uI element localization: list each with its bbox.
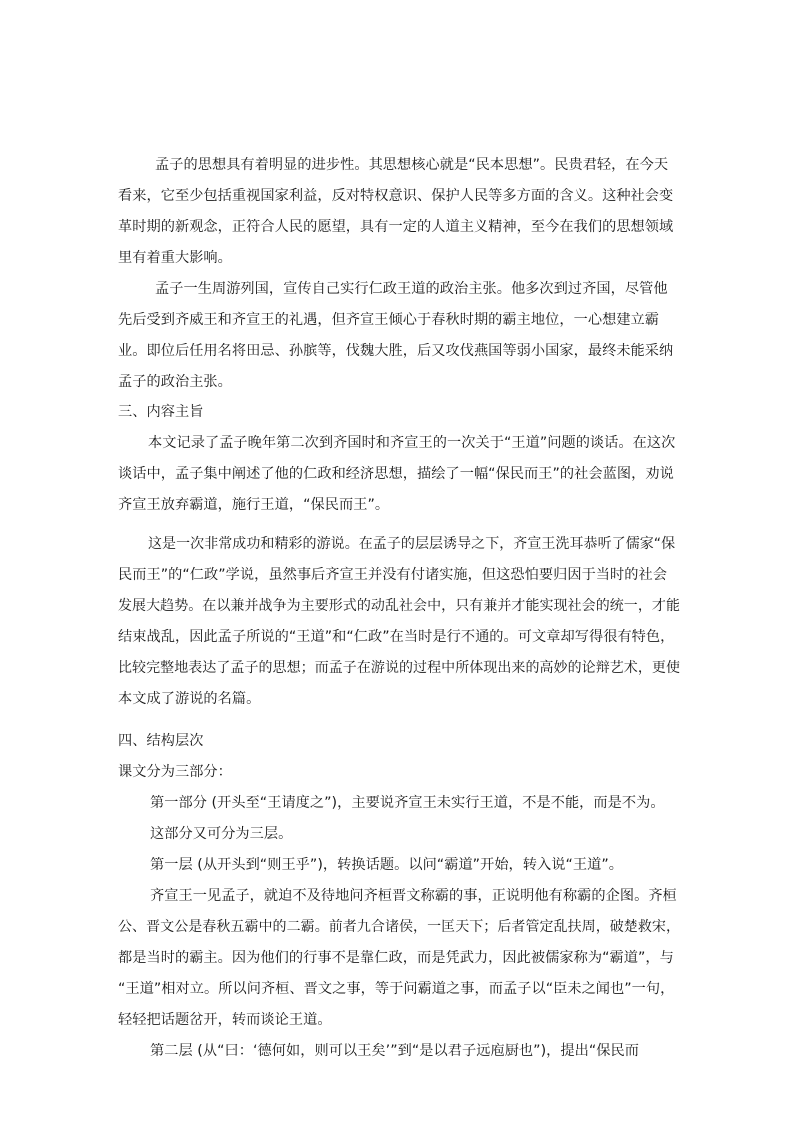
text-line: 里有着重大影响。 (118, 250, 232, 266)
text-line: “王道”相对立。所以问齐桓、晋文之事，等于问霸道之事，而孟子以“臣未之闻也”一句， (118, 981, 675, 997)
text-line: 孟子的政治主张。 (118, 374, 232, 390)
text-line: 革时期的新观念，正符合人民的愿望，具有一定的人道主义精神，至今在我们的思想领域 (118, 219, 674, 235)
text-line: 第一层 (从开头到“则王乎”)，转换话题。以问“霸道”开始，转入说“王道”。 (150, 857, 624, 873)
section-heading: 四、结构层次 (118, 733, 204, 749)
text-line: 本文成了游说的名篇。 (118, 691, 261, 707)
text-line: 先后受到齐威王和齐宣王的礼遇，但齐宣王倾心于春秋时期的霸主地位，一心想建立霸 (118, 312, 660, 328)
text-line: 孟子的思想具有着明显的进步性。其思想核心就是“民本思想”。民贵君轻，在今天 (155, 157, 669, 173)
text-line: 齐宣王一见孟子，就迫不及待地问齐桓晋文称霸的事，正说明他有称霸的企图。齐桓 (150, 888, 677, 904)
text-line: 发展大趋势。在以兼并战争为主要形式的动乱社会中，只有兼并才能实现社会的统一，才能 (118, 598, 680, 614)
section-heading: 三、内容主旨 (118, 404, 204, 420)
text-line: 结束战乱，因此孟子所说的“王道”和“仁政”在当时是行不通的。可文章却写得很有特色， (118, 629, 675, 645)
text-line: 第一部分 (开头至“王请度之”)，主要说齐宣王未实行王道，不是不能，而是不为。 (150, 795, 665, 811)
text-line: 第二层 (从“曰：‘德何如，则可以王矣’”到“是以君子远庖厨也”)，提出“保民而 (150, 1043, 639, 1059)
text-line: 轻轻把话题岔开，转而谈论王道。 (118, 1012, 332, 1028)
text-line: 这是一次非常成功和精彩的游说。在孟子的层层诱导之下，齐宣王洗耳恭听了儒家“保 (148, 536, 676, 552)
text-line: 这部分又可分为三层。 (150, 826, 293, 842)
text-line: 看来，它至少包括重视国家利益，反对特权意识、保护人民等多方面的含义。这种社会变 (118, 188, 674, 204)
text-line: 课文分为三部分： (118, 764, 232, 780)
text-line: 谈话中，孟子集中阐述了他的仁政和经济思想，描绘了一幅“保民而王”的社会蓝图，劝说 (118, 466, 674, 482)
text-line: 民而王”的“仁政”学说，虽然事后齐宣王并没有付诸实施，但这恐怕要归因于当时的社会 (118, 567, 667, 583)
text-line: 都是当时的霸主。因为他们的行事不是靠仁政，而是凭武力，因此被儒家称为“霸道”，与 (118, 950, 674, 966)
text-line: 本文记录了孟子晚年第二次到齐国时和齐宣王的一次关于“王道”问题的谈话。在这次 (148, 435, 676, 451)
text-line: 业。即位后任用名将田忌、孙膑等，伐魏大胜，后又攻伐燕国等弱小国家，最终未能采纳 (118, 343, 674, 359)
text-line: 孟子一生周游列国，宣传自己实行仁政王道的政治主张。他多次到过齐国，尽管他 (155, 281, 668, 297)
text-line: 公、晋文公是春秋五霸中的二霸。前者九合诸侯，一匡天下；后者管定乱扶周，破楚救宋， (118, 919, 680, 935)
text-line: 齐宣王放弃霸道，施行王道，“保民而王”。 (118, 497, 390, 513)
text-line: 比较完整地表达了孟子的思想；而孟子在游说的过程中所体现出来的高妙的论辩艺术，更使 (118, 660, 680, 676)
